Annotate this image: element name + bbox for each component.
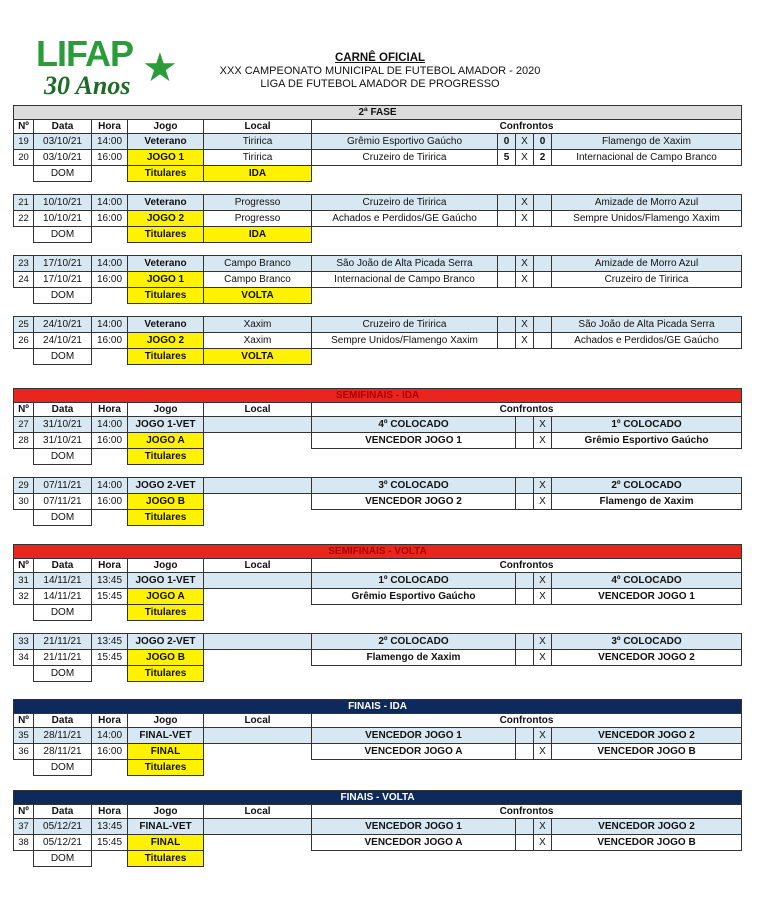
away-team: Cruzeiro de Tiririca	[552, 272, 742, 288]
match-game: Veterano	[128, 317, 204, 333]
col-data: Data	[34, 120, 92, 134]
document-titles	[205, 52, 555, 91]
match-game: FINAL	[128, 835, 204, 851]
match-number: 38	[14, 835, 34, 851]
col-hora: Hora	[92, 403, 128, 417]
match-game: FINAL-VET	[128, 819, 204, 835]
col-n: Nº	[14, 559, 34, 573]
match-date: 24/10/21	[34, 317, 92, 333]
match-time: 14:00	[92, 256, 128, 272]
home-team: Cruzeiro de Tiririca	[312, 150, 498, 166]
match-game: Veterano	[128, 256, 204, 272]
away-score	[534, 272, 552, 288]
championship-name: XXX CAMPEONATO MUNICIPAL DE FUTEBOL AMADOR - 2020	[219, 65, 541, 77]
away-score	[534, 256, 552, 272]
col-n: Nº	[14, 120, 34, 134]
match-game: Veterano	[128, 134, 204, 150]
home-team: Cruzeiro de Tiririca	[312, 317, 498, 333]
match-row	[14, 134, 742, 150]
match-game: JOGO 2-VET	[128, 634, 204, 650]
versus-mark: X	[534, 819, 552, 835]
versus-mark: X	[534, 589, 552, 605]
match-venue	[204, 573, 312, 589]
col-local: Local	[204, 714, 312, 728]
match-row	[14, 650, 742, 666]
match-venue	[204, 819, 312, 835]
match-number: 32	[14, 589, 34, 605]
match-time: 15:45	[92, 650, 128, 666]
col-n: Nº	[14, 714, 34, 728]
match-venue	[204, 478, 312, 494]
titulares-label: Titulares	[128, 666, 204, 682]
match-number: 30	[14, 494, 34, 510]
match-row	[14, 744, 742, 760]
semi-ida-table	[13, 388, 742, 526]
match-venue: Progresso	[204, 211, 312, 227]
titulares-label: Titulares	[128, 349, 204, 365]
home-score	[498, 317, 516, 333]
match-date: 24/10/21	[34, 333, 92, 349]
col-local: Local	[204, 403, 312, 417]
versus-mark: X	[534, 494, 552, 510]
col-hora: Hora	[92, 714, 128, 728]
col-confrontos: Confrontos	[312, 403, 742, 417]
match-row	[14, 333, 742, 349]
match-venue: Campo Branco	[204, 272, 312, 288]
versus-mark: X	[534, 478, 552, 494]
day-label: DOM	[34, 760, 92, 776]
semi-volta-table	[13, 544, 742, 682]
versus-mark: X	[516, 134, 534, 150]
match-number: 25	[14, 317, 34, 333]
match-venue	[204, 835, 312, 851]
away-team: VENCEDOR JOGO 2	[552, 650, 742, 666]
versus-mark: X	[516, 333, 534, 349]
match-row	[14, 573, 742, 589]
home-team: Grêmio Esportivo Gaúcho	[312, 589, 516, 605]
home-team: Achados e Perdidos/GE Gaúcho	[312, 211, 498, 227]
match-date: 21/11/21	[34, 650, 92, 666]
col-local: Local	[204, 559, 312, 573]
match-time: 14:00	[92, 317, 128, 333]
match-game: JOGO 2	[128, 333, 204, 349]
away-team: Grêmio Esportivo Gaúcho	[552, 433, 742, 449]
star-icon: ★	[142, 46, 178, 90]
match-venue: Tiririca	[204, 134, 312, 150]
match-venue	[204, 744, 312, 760]
round-footer	[14, 851, 742, 867]
versus-mark: X	[534, 835, 552, 851]
section-title: 2ª FASE	[14, 106, 742, 120]
day-label: DOM	[34, 288, 92, 304]
match-row	[14, 835, 742, 851]
match-row	[14, 150, 742, 166]
home-score	[498, 211, 516, 227]
match-time: 13:45	[92, 573, 128, 589]
match-date: 05/12/21	[34, 819, 92, 835]
titulares-label: Titulares	[128, 227, 204, 243]
away-team: VENCEDOR JOGO 1	[552, 589, 742, 605]
away-team: VENCEDOR JOGO 2	[552, 819, 742, 835]
match-date: 31/10/21	[34, 433, 92, 449]
match-number: 23	[14, 256, 34, 272]
match-venue	[204, 728, 312, 744]
match-game: JOGO 2	[128, 211, 204, 227]
match-row	[14, 256, 742, 272]
away-team: São João de Alta Picada Serra	[552, 317, 742, 333]
col-jogo: Jogo	[128, 403, 204, 417]
home-score: 5	[498, 150, 516, 166]
leg-tag: VOLTA	[204, 349, 312, 365]
logo-anniversary: 30 Anos	[44, 71, 131, 100]
match-number: 20	[14, 150, 34, 166]
match-time: 14:00	[92, 195, 128, 211]
match-time: 16:00	[92, 333, 128, 349]
match-number: 21	[14, 195, 34, 211]
section-finais-volta	[13, 790, 741, 867]
match-row	[14, 589, 742, 605]
match-number: 33	[14, 634, 34, 650]
match-time: 16:00	[92, 433, 128, 449]
away-team: Amizade de Morro Azul	[552, 195, 742, 211]
titulares-label: Titulares	[128, 605, 204, 621]
away-team: 1º COLOCADO	[552, 417, 742, 433]
titulares-label: Titulares	[128, 851, 204, 867]
match-time: 16:00	[92, 211, 128, 227]
round-footer	[14, 166, 742, 182]
match-row	[14, 195, 742, 211]
away-score	[534, 211, 552, 227]
round-footer	[14, 760, 742, 776]
versus-mark: X	[534, 650, 552, 666]
match-number: 26	[14, 333, 34, 349]
col-jogo: Jogo	[128, 120, 204, 134]
match-date: 31/10/21	[34, 417, 92, 433]
match-date: 03/10/21	[34, 150, 92, 166]
home-team: VENCEDOR JOGO 1	[312, 728, 516, 744]
day-label: DOM	[34, 449, 92, 465]
col-data: Data	[34, 403, 92, 417]
day-label: DOM	[34, 349, 92, 365]
col-jogo: Jogo	[128, 714, 204, 728]
leg-tag: VOLTA	[204, 288, 312, 304]
match-date: 14/11/21	[34, 573, 92, 589]
match-venue: Progresso	[204, 195, 312, 211]
home-team: VENCEDOR JOGO A	[312, 835, 516, 851]
home-team: Internacional de Campo Branco	[312, 272, 498, 288]
away-team: Sempre Unidos/Flamengo Xaxim	[552, 211, 742, 227]
match-row	[14, 317, 742, 333]
versus-mark: X	[516, 211, 534, 227]
day-label: DOM	[34, 851, 92, 867]
titulares-label: Titulares	[128, 166, 204, 182]
away-team: Amizade de Morro Azul	[552, 256, 742, 272]
home-team: 2º COLOCADO	[312, 634, 516, 650]
match-game: JOGO B	[128, 650, 204, 666]
match-venue: Xaxim	[204, 333, 312, 349]
titulares-label: Titulares	[128, 449, 204, 465]
match-venue	[204, 589, 312, 605]
match-row	[14, 819, 742, 835]
away-score	[534, 317, 552, 333]
match-venue	[204, 494, 312, 510]
finais-ida-table	[13, 699, 742, 776]
away-team: VENCEDOR JOGO 2	[552, 728, 742, 744]
match-date: 07/11/21	[34, 494, 92, 510]
match-time: 14:00	[92, 478, 128, 494]
day-label: DOM	[34, 227, 92, 243]
round-footer	[14, 510, 742, 526]
col-confrontos: Confrontos	[312, 714, 742, 728]
versus-mark: X	[516, 150, 534, 166]
home-team: Grêmio Esportivo Gaúcho	[312, 134, 498, 150]
fase2-table	[13, 105, 742, 365]
match-number: 28	[14, 433, 34, 449]
section-title: SEMIFINAIS - VOLTA	[14, 545, 742, 559]
match-number: 29	[14, 478, 34, 494]
versus-mark: X	[516, 195, 534, 211]
match-game: FINAL	[128, 744, 204, 760]
away-score: 2	[534, 150, 552, 166]
col-confrontos: Confrontos	[312, 805, 742, 819]
home-team: VENCEDOR JOGO 1	[312, 433, 516, 449]
match-date: 28/11/21	[34, 744, 92, 760]
day-label: DOM	[34, 605, 92, 621]
away-team: Flamengo de Xaxim	[552, 134, 742, 150]
match-game: JOGO 1-VET	[128, 417, 204, 433]
leg-tag: IDA	[204, 227, 312, 243]
versus-mark: X	[534, 728, 552, 744]
match-time: 13:45	[92, 634, 128, 650]
titulares-label: Titulares	[128, 288, 204, 304]
match-date: 10/10/21	[34, 211, 92, 227]
away-score: 0	[534, 134, 552, 150]
titulares-label: Titulares	[128, 760, 204, 776]
away-team: 4º COLOCADO	[552, 573, 742, 589]
home-team: VENCEDOR JOGO 2	[312, 494, 516, 510]
home-team: Cruzeiro de Tiririca	[312, 195, 498, 211]
match-row	[14, 728, 742, 744]
section-semi-ida	[13, 388, 741, 526]
section-semi-volta	[13, 544, 741, 682]
home-team: São João de Alta Picada Serra	[312, 256, 498, 272]
col-hora: Hora	[92, 805, 128, 819]
home-team: 1º COLOCADO	[312, 573, 516, 589]
match-date: 10/10/21	[34, 195, 92, 211]
col-jogo: Jogo	[128, 805, 204, 819]
col-confrontos: Confrontos	[312, 559, 742, 573]
match-venue: Tiririca	[204, 150, 312, 166]
match-game: JOGO A	[128, 433, 204, 449]
match-date: 17/10/21	[34, 256, 92, 272]
versus-mark: X	[534, 573, 552, 589]
match-time: 16:00	[92, 272, 128, 288]
match-game: Veterano	[128, 195, 204, 211]
home-score: 0	[498, 134, 516, 150]
finais-volta-table	[13, 790, 742, 867]
match-game: JOGO 1	[128, 272, 204, 288]
match-row	[14, 417, 742, 433]
round-footer	[14, 288, 742, 304]
away-team: Flamengo de Xaxim	[552, 494, 742, 510]
versus-mark: X	[534, 433, 552, 449]
day-label: DOM	[34, 510, 92, 526]
match-number: 19	[14, 134, 34, 150]
round-footer	[14, 605, 742, 621]
home-team: Flamengo de Xaxim	[312, 650, 516, 666]
match-number: 24	[14, 272, 34, 288]
match-time: 13:45	[92, 819, 128, 835]
match-time: 14:00	[92, 728, 128, 744]
titulares-label: Titulares	[128, 510, 204, 526]
match-venue	[204, 634, 312, 650]
versus-mark: X	[534, 417, 552, 433]
match-venue	[204, 417, 312, 433]
match-date: 14/11/21	[34, 589, 92, 605]
match-time: 15:45	[92, 589, 128, 605]
match-venue: Xaxim	[204, 317, 312, 333]
match-number: 35	[14, 728, 34, 744]
match-date: 05/12/21	[34, 835, 92, 851]
match-time: 14:00	[92, 417, 128, 433]
versus-mark: X	[534, 634, 552, 650]
away-team: VENCEDOR JOGO B	[552, 835, 742, 851]
section-title: SEMIFINAIS - IDA	[14, 389, 742, 403]
day-label: DOM	[34, 666, 92, 682]
match-row	[14, 433, 742, 449]
match-venue	[204, 433, 312, 449]
match-time: 16:00	[92, 744, 128, 760]
section-title: FINAIS - VOLTA	[14, 791, 742, 805]
match-row	[14, 272, 742, 288]
round-footer	[14, 666, 742, 682]
home-team: VENCEDOR JOGO A	[312, 744, 516, 760]
col-data: Data	[34, 559, 92, 573]
away-score	[534, 195, 552, 211]
match-number: 34	[14, 650, 34, 666]
match-date: 07/11/21	[34, 478, 92, 494]
league-name: LIGA DE FUTEBOL AMADOR DE PROGRESSO	[260, 78, 500, 90]
match-game: JOGO 1-VET	[128, 573, 204, 589]
day-label: DOM	[34, 166, 92, 182]
away-team: Internacional de Campo Branco	[552, 150, 742, 166]
col-local: Local	[204, 805, 312, 819]
home-team: VENCEDOR JOGO 1	[312, 819, 516, 835]
col-confrontos: Confrontos	[312, 120, 742, 134]
col-n: Nº	[14, 805, 34, 819]
home-team: 3º COLOCADO	[312, 478, 516, 494]
section-title: FINAIS - IDA	[14, 700, 742, 714]
col-hora: Hora	[92, 120, 128, 134]
match-number: 27	[14, 417, 34, 433]
match-number: 31	[14, 573, 34, 589]
match-row	[14, 494, 742, 510]
away-team: VENCEDOR JOGO B	[552, 744, 742, 760]
home-team: Sempre Unidos/Flamengo Xaxim	[312, 333, 498, 349]
match-date: 17/10/21	[34, 272, 92, 288]
match-date: 28/11/21	[34, 728, 92, 744]
match-row	[14, 211, 742, 227]
match-number: 36	[14, 744, 34, 760]
away-team: 3º COLOCADO	[552, 634, 742, 650]
match-game: FINAL-VET	[128, 728, 204, 744]
col-hora: Hora	[92, 559, 128, 573]
document-header	[0, 0, 767, 104]
home-score	[498, 256, 516, 272]
versus-mark: X	[516, 317, 534, 333]
leg-tag: IDA	[204, 166, 312, 182]
round-footer	[14, 449, 742, 465]
home-team: 4º COLOCADO	[312, 417, 516, 433]
match-venue: Campo Branco	[204, 256, 312, 272]
section-finais-ida	[13, 699, 741, 776]
col-jogo: Jogo	[128, 559, 204, 573]
versus-mark: X	[516, 256, 534, 272]
section-fase2	[13, 105, 741, 365]
match-time: 15:45	[92, 835, 128, 851]
home-score	[498, 195, 516, 211]
away-team: 2º COLOCADO	[552, 478, 742, 494]
lifap-logo	[30, 33, 190, 106]
match-row	[14, 634, 742, 650]
versus-mark: X	[534, 744, 552, 760]
col-n: Nº	[14, 403, 34, 417]
away-score	[534, 333, 552, 349]
match-game: JOGO 2-VET	[128, 478, 204, 494]
document-title: CARNÊ OFICIAL	[334, 52, 426, 64]
match-row	[14, 478, 742, 494]
match-venue	[204, 650, 312, 666]
match-date: 03/10/21	[34, 134, 92, 150]
col-data: Data	[34, 805, 92, 819]
away-team: Achados e Perdidos/GE Gaúcho	[552, 333, 742, 349]
logo-wordmark: LIFAP	[36, 33, 134, 74]
round-footer	[14, 349, 742, 365]
match-game: JOGO B	[128, 494, 204, 510]
match-time: 16:00	[92, 494, 128, 510]
versus-mark: X	[516, 272, 534, 288]
match-number: 37	[14, 819, 34, 835]
col-local: Local	[204, 120, 312, 134]
match-game: JOGO 1	[128, 150, 204, 166]
match-number: 22	[14, 211, 34, 227]
match-time: 14:00	[92, 134, 128, 150]
match-game: JOGO A	[128, 589, 204, 605]
home-score	[498, 333, 516, 349]
col-data: Data	[34, 714, 92, 728]
home-score	[498, 272, 516, 288]
match-time: 16:00	[92, 150, 128, 166]
round-footer	[14, 227, 742, 243]
match-date: 21/11/21	[34, 634, 92, 650]
